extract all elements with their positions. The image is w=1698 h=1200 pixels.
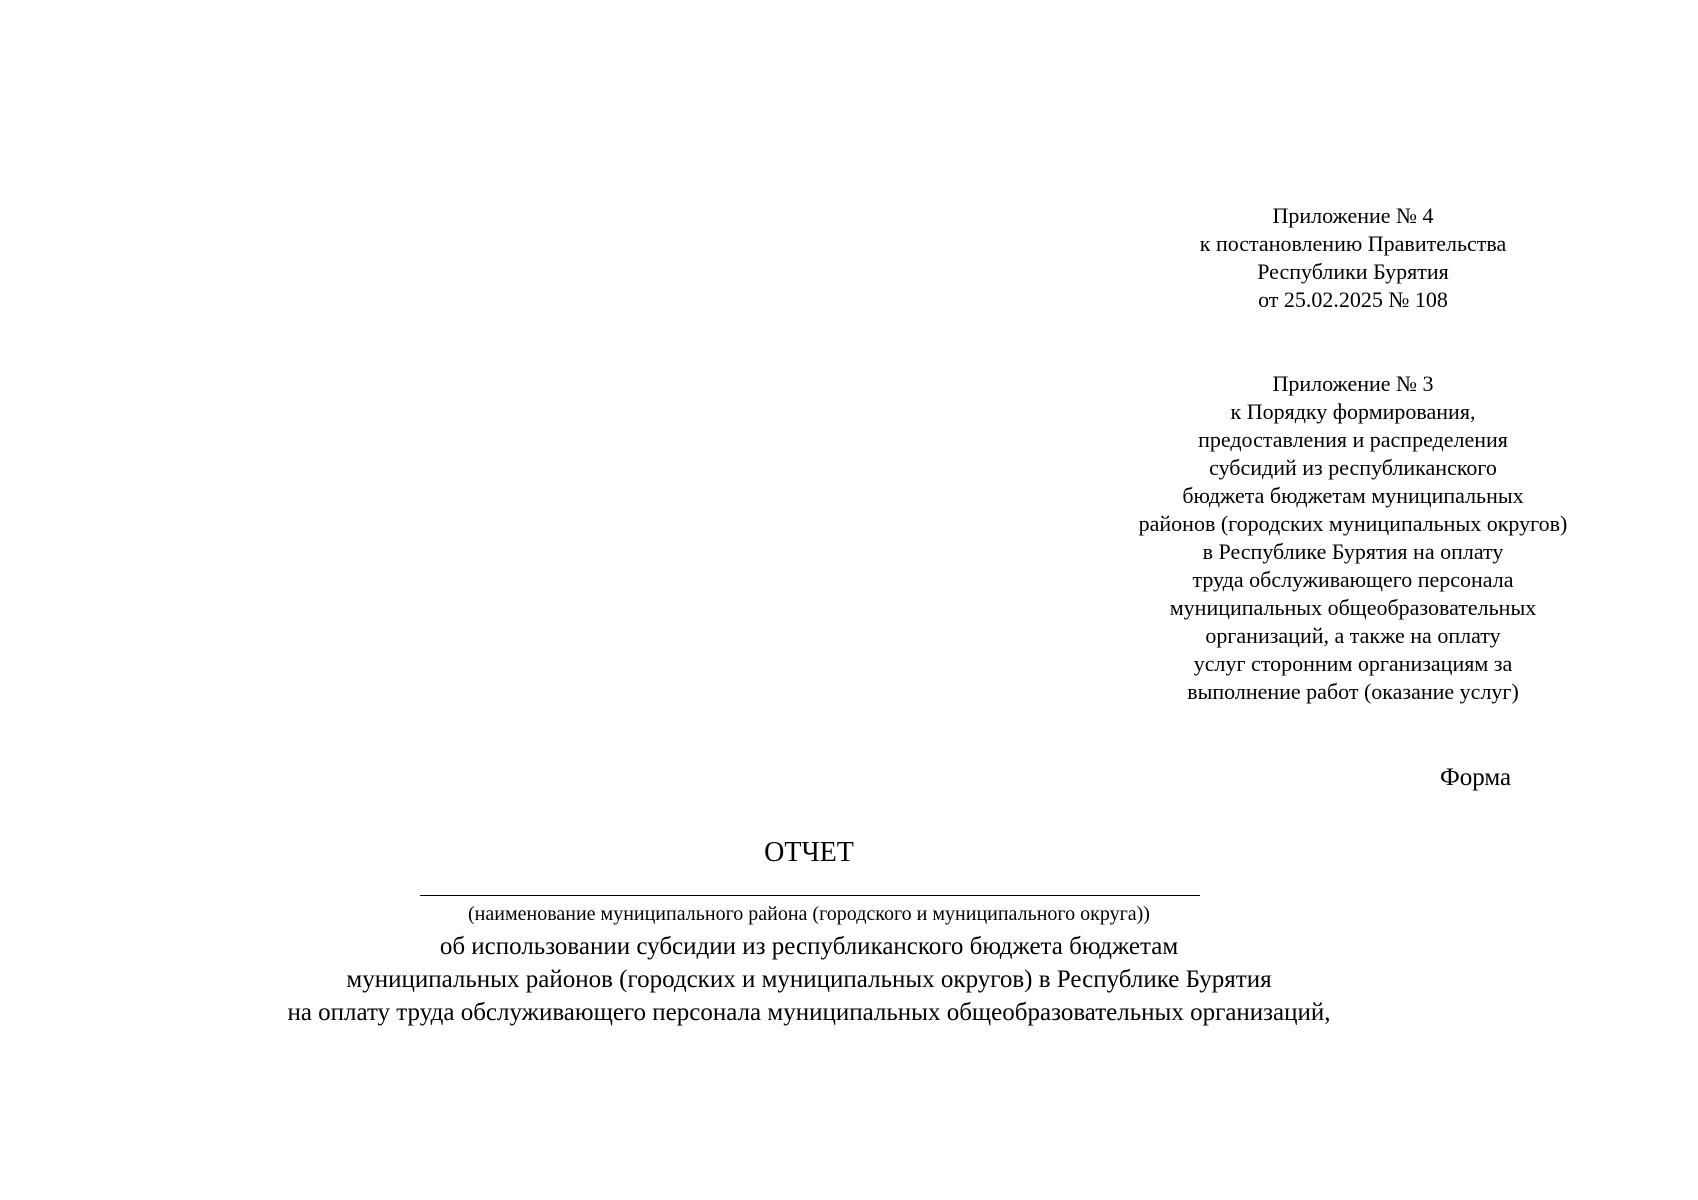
appendix-3-line: предоставления и распределения [1198,427,1508,452]
municipality-name-caption: (наименование муниципального района (городского и муниципального округа)) [468,903,1150,925]
report-subject [0,930,1618,1029]
appendix-4-line: к постановлению Правительства [1199,231,1507,256]
appendix-3-line: услуг сторонним организациям за [1193,651,1513,676]
form-label: Форма [1440,764,1512,791]
appendix-4-line: Республики Бурятия [1257,259,1449,284]
appendix-3-line: субсидий из республиканского [1209,455,1497,480]
appendix-3-line: труда обслуживающего персонала [1192,567,1514,592]
appendix-4-line: Приложение № 4 [1272,203,1434,228]
appendix-3-line: муниципальных общеобразовательных [1169,595,1537,620]
appendix-3-line: организаций, а также на оплату [1205,623,1501,648]
appendix-3-line: выполнение работ (оказание услуг) [1187,679,1519,704]
appendix-3-line: районов (городских муниципальных округов) [1138,511,1568,536]
appendix-4-header [1090,202,1616,314]
report-subject-line: на оплату труда обслуживающего персонала муниципальных общеобразовательных организаций, [287,999,1331,1026]
appendix-4-line: от 25.02.2025 № 108 [1258,287,1448,312]
appendix-3-line: бюджета бюджетам муниципальных [1182,483,1524,508]
report-title: ОТЧЕТ [764,837,854,868]
appendix-3-line: к Порядку формирования, [1230,399,1476,424]
appendix-3-line: в Республике Бурятия на оплату [1202,539,1504,564]
report-subject-line: об использовании субсидии из республиканского бюджета бюджетам [439,933,1179,960]
report-subject-line: муниципальных районов (городских и муниципальных округов) в Республике Бурятия [346,966,1272,993]
appendix-3-line: Приложение № 3 [1272,371,1434,396]
municipality-name-blank-line [420,895,1200,896]
appendix-3-header [1090,370,1616,706]
